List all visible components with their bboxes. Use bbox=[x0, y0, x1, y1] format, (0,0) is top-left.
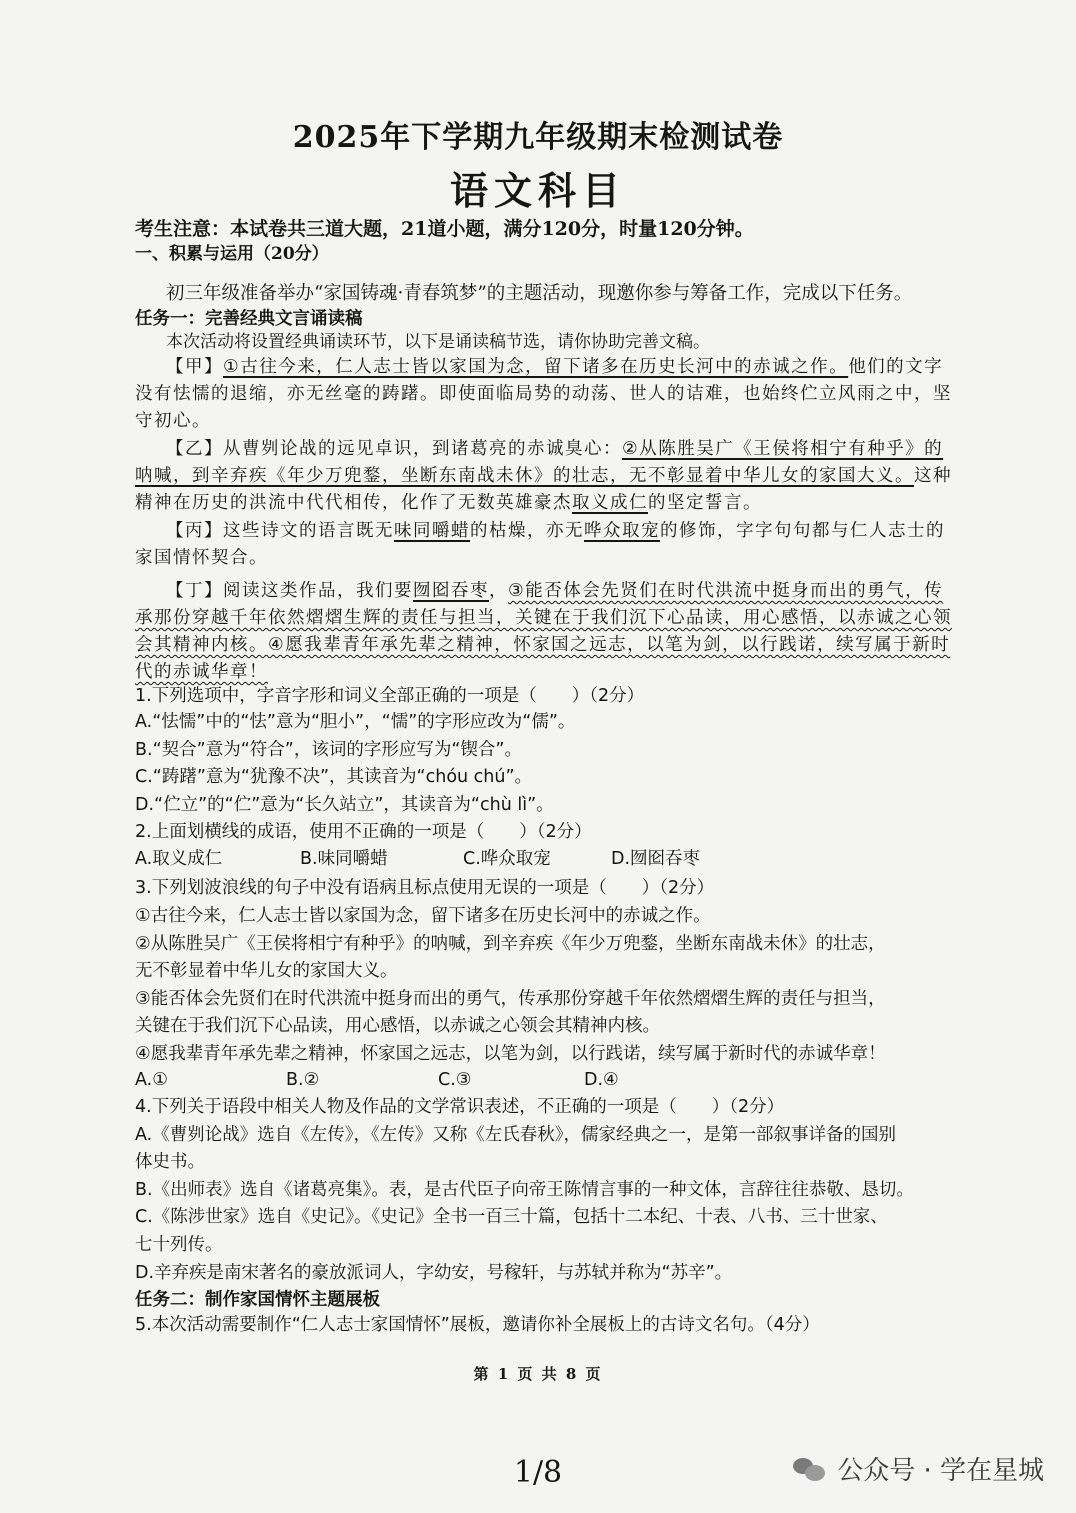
q1-option-d: D.“伫立”的“伫”意为“长久站立”，其读音为“chù lì”。 bbox=[135, 795, 554, 815]
passage-yi-text2: 这种 bbox=[914, 466, 952, 486]
passage-jia-text: 他们的文字 bbox=[848, 357, 944, 377]
task1-description: 本次活动将设置经典诵读环节，以下是诵读稿节选，请你协助完善文稿。 bbox=[166, 332, 710, 352]
q3-stem: 3.下列划波浪线的句子中没有语病且标点使用无误的一项是（ ）（2分） bbox=[135, 878, 715, 898]
q2-option-d: D.囫囵吞枣 bbox=[611, 849, 701, 869]
passage-bing-text2: 的枯燥，亦无 bbox=[470, 521, 584, 541]
q3-option-d: D.④ bbox=[584, 1070, 619, 1090]
section-heading: 一、积累与运用（20分） bbox=[135, 244, 329, 264]
passage-ding-line1 bbox=[166, 578, 943, 604]
q3-sentence-2: ②从陈胜吴广《王侯将相宁有种乎》的呐喊，到辛弃疾《年少万兜鍪，坐断东南战未休》的壮志， bbox=[135, 934, 886, 954]
passage-jia-label: 【甲】 bbox=[166, 357, 223, 377]
passage-jia-line3: 守初心。 bbox=[135, 411, 211, 431]
q4-option-d: D.辛弃疾是南宋著名的豪放派词人，字幼安，号稼轩，与苏轼并称为“苏辛”。 bbox=[135, 1263, 733, 1283]
wechat-icon bbox=[793, 1456, 827, 1482]
idiom-weitong-jiaola: 味同嚼蜡 bbox=[394, 521, 470, 541]
sentence-2-underlined-cont: 呐喊，到辛弃疾《年少万兜鍪，坐断东南战未休》的壮志，无不彰显着中华儿女的家国大义。 bbox=[135, 466, 914, 486]
passage-yi-line3 bbox=[135, 490, 762, 516]
sentence-3-wavy: ③能否体会先贤们在时代洪流中挺身而出的勇气，传 bbox=[508, 581, 944, 601]
q2-option-b: B.味同嚼蜡 bbox=[300, 849, 388, 869]
q4-stem: 4.下列关于语段中相关人物及作品的文学常识表述，不正确的一项是（ ）（2分） bbox=[135, 1097, 785, 1117]
q2-option-c: C.哗众取宠 bbox=[463, 849, 551, 869]
q4-option-c-cont: 七十列传。 bbox=[135, 1235, 223, 1255]
q2-stem: 2.上面划横线的成语，使用不正确的一项是（ ）（2分） bbox=[135, 822, 592, 842]
q4-option-a-cont: 体史书。 bbox=[135, 1152, 205, 1172]
idiom-huazhong-quchong: 哗众取宠 bbox=[584, 521, 660, 541]
q3-sentence-3: ③能否体会先贤们在时代洪流中挺身而出的勇气，传承那份穿越千年依然熠熠生辉的责任与担当， bbox=[135, 989, 886, 1009]
passage-ding-line4: 代的赤诚华章！ bbox=[135, 662, 268, 682]
passage-yi-line2 bbox=[135, 463, 952, 489]
passage-ding-line3 bbox=[135, 632, 950, 658]
q4-option-a: A.《曹刿论战》选自《左传》，《左传》又称《左氏春秋》，儒家经典之一，是第一部叙事详备的国别 bbox=[135, 1125, 896, 1145]
q4-option-b: B.《出师表》选自《诸葛亮集》。表，是古代臣子向帝王陈情言事的一种文体，言辞往往恭敬、恳切。 bbox=[135, 1180, 914, 1200]
q3-option-a: A.① bbox=[135, 1070, 168, 1090]
task1-title: 任务一：完善经典文言诵读稿 bbox=[135, 309, 363, 329]
passage-bing-line2: 家国情怀契合。 bbox=[135, 548, 268, 568]
page-number: 1/8 bbox=[513, 1455, 563, 1490]
exam-notice: 考生注意：本试卷共三道大题，21道小题，满分120分，时量120分钟。 bbox=[135, 218, 754, 240]
q5-stem: 5.本次活动需要制作“仁人志士家国情怀”展板，邀请你补全展板上的古诗文名句。（4分） bbox=[135, 1315, 820, 1335]
idiom-hulun-tunzao: 囫囵吞枣 bbox=[413, 581, 489, 601]
sentence-3-wavy-end: 会其精神内核。 bbox=[135, 635, 268, 655]
passage-ding-text1: 【丁】阅读这类作品，我们要 bbox=[166, 581, 413, 601]
q3-sentence-1: ①古往今来，仁人志士皆以家国为念，留下诸多在历史长河中的赤诚之作。 bbox=[135, 906, 711, 926]
q3-sentence-3-cont: 关键在于我们沉下心品读，用心感悟，以赤诚之心领会其精神内核。 bbox=[135, 1016, 660, 1036]
q3-option-b: B.② bbox=[286, 1070, 320, 1090]
sentence-2-underlined: ②从陈胜吴广《王侯将相宁有种乎》的 bbox=[622, 439, 944, 459]
q1-stem: 1.下列选项中，字音字形和词义全部正确的一项是（ ）（2分） bbox=[135, 686, 645, 706]
passage-bing-line1 bbox=[166, 518, 945, 544]
passage-yi-text3: 精神在历史的洪流中代代相传，化作了无数英雄豪杰 bbox=[135, 493, 572, 513]
intro-paragraph: 初三年级准备举办“家国铸魂·青春筑梦”的主题活动，现邀你参与筹备工作，完成以下任务。 bbox=[166, 283, 913, 304]
q4-option-c: C.《陈涉世家》选自《史记》。《史记》全书一百三十篇，包括十二本纪、十表、八书、三十世家、 bbox=[135, 1207, 888, 1227]
passage-ding-line2: 承那份穿越千年依然熠熠生辉的责任与担当，关键在于我们沉下心品读，用心感悟，以赤诚之心领 bbox=[135, 608, 952, 628]
q2-option-a: A.取义成仁 bbox=[135, 849, 223, 869]
exam-title: 2025年下学期九年级期末检测试卷 bbox=[292, 120, 784, 155]
q1-option-b: B.“契合”意为“符合”，该词的字形应写为“锲合”。 bbox=[135, 740, 522, 760]
sentence-4-wavy: ④愿我辈青年承先辈之精神，怀家国之远志，以笔为剑，以行践诺，续写属于新时 bbox=[268, 635, 951, 655]
q1-option-a: A.“怯懦”中的“怯”意为“胆小”，“懦”的字形应改为“儒”。 bbox=[135, 712, 576, 732]
idiom-quyi-chengren: 取义成仁 bbox=[572, 493, 648, 513]
passage-bing-text1: 【丙】这些诗文的语言既无 bbox=[166, 521, 394, 541]
task2-title: 任务二：制作家国情怀主题展板 bbox=[135, 1290, 380, 1310]
passage-ding-comma: ， bbox=[489, 581, 508, 601]
passage-yi-line1 bbox=[166, 436, 943, 462]
q3-sentence-2-cont: 无不彰显着中华儿女的家国大义。 bbox=[135, 961, 398, 981]
passage-jia-line1 bbox=[166, 354, 943, 380]
q3-sentence-4: ④愿我辈青年承先辈之精神，怀家国之远志，以笔为剑，以行践诺，续写属于新时代的赤诚华章！ bbox=[135, 1044, 886, 1064]
passage-yi-text: 【乙】从曹刿论战的远见卓识，到诸葛亮的赤诚臭心： bbox=[166, 439, 622, 459]
q1-option-c: C.“踌躇”意为“犹豫不决”，其读音为“chóu chú”。 bbox=[135, 767, 533, 787]
sentence-1-underlined: ①古往今来，仁人志士皆以家国为念，留下诸多在历史长河中的赤诚之作。 bbox=[223, 357, 849, 377]
passage-bing-text3: 的修饰，字字句句都与仁人志士的 bbox=[660, 521, 945, 541]
page-footer: 第 1 页 共 8 页 bbox=[473, 1365, 603, 1383]
passage-yi-text4: 的坚定誓言。 bbox=[648, 493, 762, 513]
watermark bbox=[793, 1450, 1044, 1487]
subject-title: 语文科目 bbox=[449, 168, 626, 213]
q3-option-c: C.③ bbox=[438, 1070, 472, 1090]
passage-jia-line2: 没有怯懦的退缩，亦无丝毫的踌躇。即使面临局势的动荡、世人的诘难，也始终伫立风雨之中，坚 bbox=[135, 384, 952, 404]
watermark-text: 公众号 · 学在星城 bbox=[837, 1456, 1044, 1486]
